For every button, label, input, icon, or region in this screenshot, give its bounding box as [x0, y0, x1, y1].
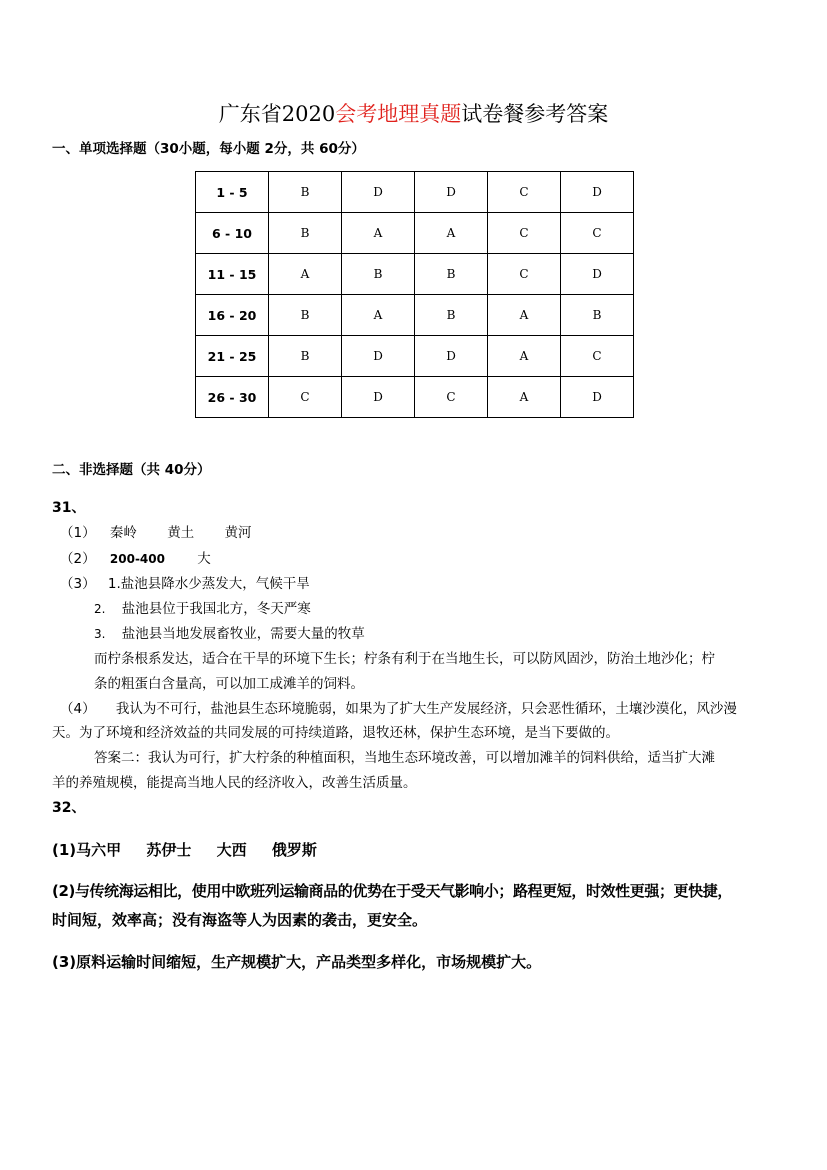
q32-part2-line2: 时间短，效率高；没有海盗等人为因素的袭击，更安全。: [52, 911, 428, 929]
section1-heading: 一、单项选择题（30小题，每小题 2分，共 60分）: [52, 141, 365, 157]
answer-cell: B: [561, 295, 634, 336]
answer-cell: D: [561, 377, 634, 418]
q31-p3-text: 盐池县当地发展畜牧业，需要大量的牧草: [121, 626, 365, 642]
question-range: 21 - 25: [196, 336, 269, 377]
answer-cell: C: [561, 213, 634, 254]
q31-p4-label: （4）: [60, 701, 96, 717]
answer-cell: B: [269, 213, 342, 254]
q32-part1: [52, 839, 317, 860]
q31-p3-text: 盐池县位于我国北方，冬天严寒: [121, 601, 311, 617]
section2-heading: 二、非选择题（共 40分）: [52, 462, 211, 478]
page-title: [0, 98, 827, 128]
q31-p2-item: 大: [197, 551, 211, 567]
answer-cell: C: [269, 377, 342, 418]
answer-cell: C: [415, 377, 488, 418]
list-number: 3.: [94, 627, 106, 641]
answer-cell: C: [561, 336, 634, 377]
table-row: [196, 295, 634, 336]
answer-table: [195, 171, 634, 418]
table-row: [196, 336, 634, 377]
answer-cell: A: [342, 295, 415, 336]
q31-part3-line2: [94, 597, 311, 617]
answer-cell: B: [342, 254, 415, 295]
answer-cell: B: [269, 295, 342, 336]
title-part-3: 试卷餐参考答案: [461, 102, 609, 126]
answer-cell: A: [488, 295, 561, 336]
question-range: 11 - 15: [196, 254, 269, 295]
q31-p2-item: 200-400: [109, 552, 165, 566]
q31-part3-line5: 条的粗蛋白含量高，可以加工成滩羊的饲料。: [94, 676, 364, 692]
question-range: 1 - 5: [196, 172, 269, 213]
q31-part1: [60, 521, 251, 541]
table-row: [196, 254, 634, 295]
answer-cell: A: [342, 213, 415, 254]
q32-part2-line1: (2)与传统海运相比，使用中欧班列运输商品的优势在于受天气影响小；路程更短，时效性更强；更快捷，: [52, 882, 732, 900]
q31-p4-text: 我认为不可行，盐池县生态环境脆弱，如果为了扩大生产发展经济，只会恶性循环，土壤沙漠化，风沙漫: [115, 701, 737, 717]
q31-part4-line3: 答案二：我认为可行，扩大柠条的种植面积，当地生态环境改善，可以增加滩羊的饲料供给，适当扩大滩: [94, 750, 715, 766]
question-range: 6 - 10: [196, 213, 269, 254]
answer-cell: D: [415, 172, 488, 213]
answer-cell: A: [269, 254, 342, 295]
q32-part3: (3)原料运输时间缩短，生产规模扩大，产品类型多样化，市场规模扩大。: [52, 953, 542, 971]
q31-p1-item: 秦岭: [109, 525, 137, 541]
answer-cell: A: [488, 336, 561, 377]
q31-p3-label: （3）: [60, 576, 96, 592]
q31-p1-label: （1）: [60, 525, 96, 541]
answer-cell: B: [415, 295, 488, 336]
q31-part4-line2: 天。为了环境和经济效益的共同发展的可持续道路，退牧还林，保护生态环境，是当下要做的。: [52, 725, 619, 741]
title-highlight: 会考地理真题: [335, 102, 462, 126]
answer-cell: C: [488, 213, 561, 254]
q31-part3-line4: 而柠条根系发达，适合在干旱的环境下生长；柠条有利于在当地生长，可以防风固沙，防治土地沙化；柠: [94, 651, 715, 667]
table-row: [196, 172, 634, 213]
answer-cell: D: [561, 172, 634, 213]
question-range: 16 - 20: [196, 295, 269, 336]
q31-number: 31、: [52, 500, 86, 516]
answer-cell: D: [342, 377, 415, 418]
answer-cell: D: [415, 336, 488, 377]
q32-p1-item: 苏伊士: [146, 841, 192, 859]
q31-p1-item: 黄土: [167, 525, 195, 541]
answer-cell: C: [488, 172, 561, 213]
q32-number: 32、: [52, 800, 86, 816]
q31-part3-line3: [94, 622, 365, 642]
answer-cell: A: [488, 377, 561, 418]
answer-cell: B: [269, 336, 342, 377]
table-row: [196, 377, 634, 418]
q32-p1-label: (1): [52, 841, 77, 859]
title-part-1: 广东省2020: [218, 102, 336, 126]
answer-cell: A: [415, 213, 488, 254]
q31-part4-line4: 羊的养殖规模，能提高当地人民的经济收入，改善生活质量。: [52, 775, 417, 791]
q31-p3-text: 1.盐池县降水少蒸发大，气候干旱: [107, 576, 310, 592]
q31-part4-line1: [60, 697, 737, 717]
q31-p2-label: （2）: [60, 551, 96, 567]
answer-cell: B: [415, 254, 488, 295]
question-range: 26 - 30: [196, 377, 269, 418]
q31-part3-line1: [60, 572, 310, 592]
answer-cell: B: [269, 172, 342, 213]
answer-cell: D: [561, 254, 634, 295]
list-number: 2.: [94, 602, 106, 616]
answer-cell: D: [342, 336, 415, 377]
q32-p1-item: 马六甲: [76, 841, 122, 859]
answer-cell: C: [488, 254, 561, 295]
q32-p1-item: 俄罗斯: [271, 841, 317, 859]
answer-cell: D: [342, 172, 415, 213]
q31-p1-item: 黄河: [224, 525, 252, 541]
q32-p1-item: 大西: [216, 841, 247, 859]
table-row: [196, 213, 634, 254]
q31-part2: [60, 547, 211, 567]
